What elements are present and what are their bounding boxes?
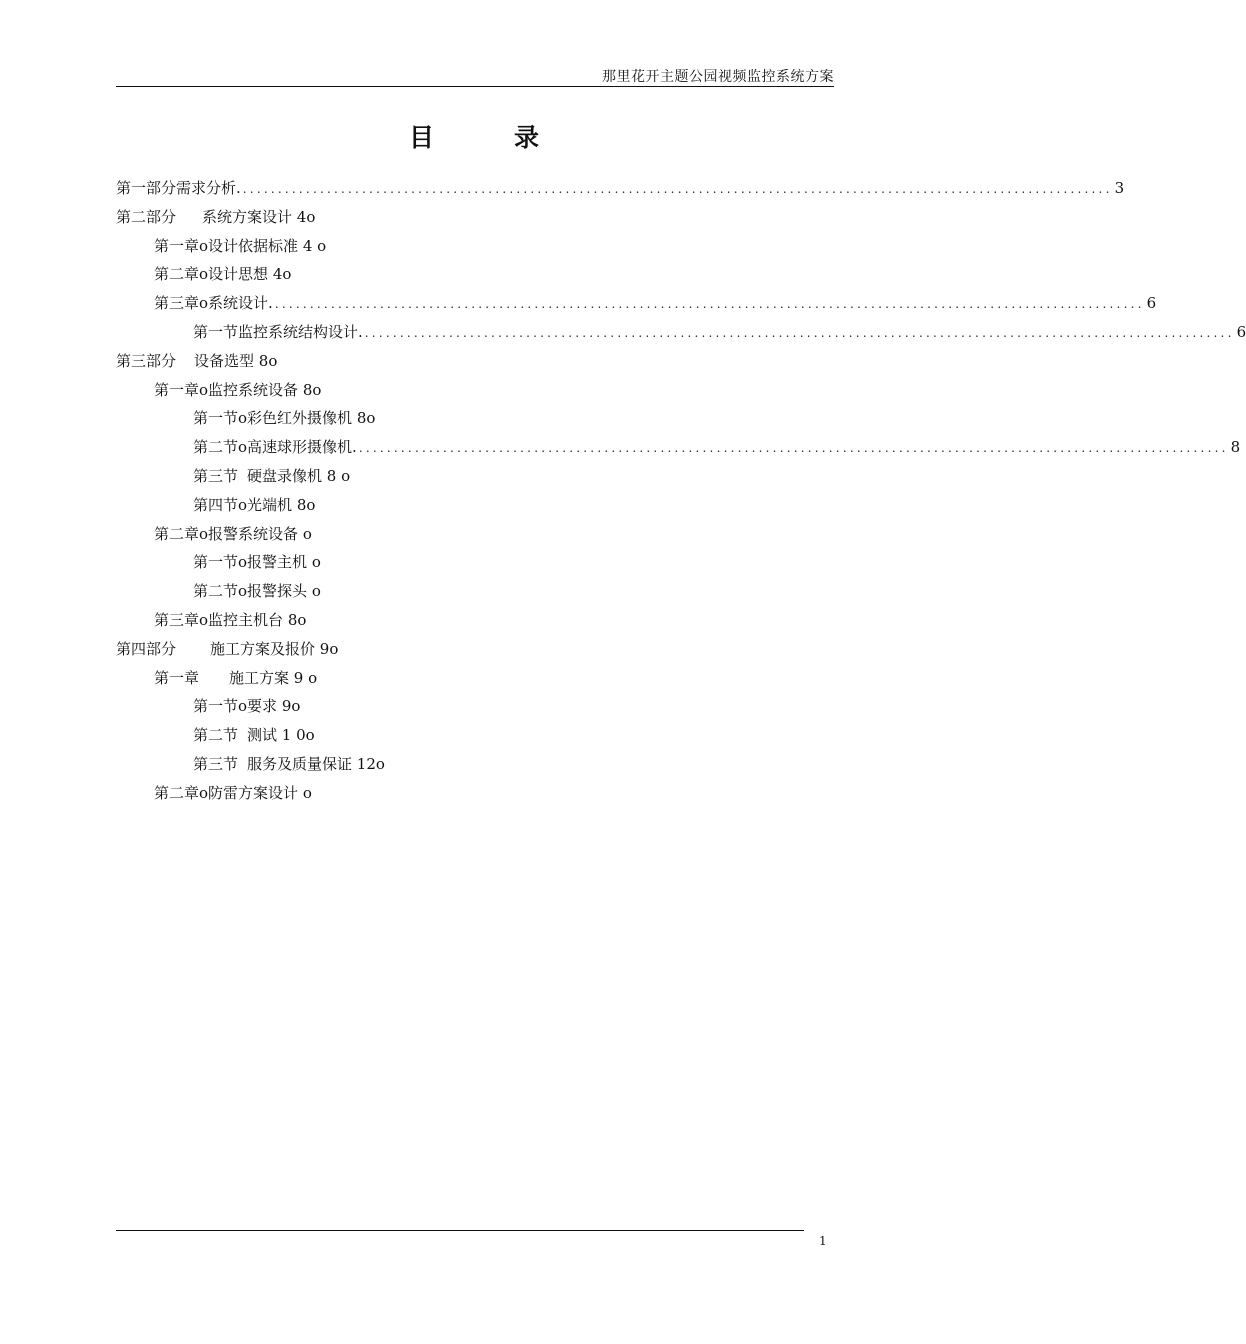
- toc-entry-text: o监控主机台 8o: [199, 610, 307, 629]
- toc-entry-text: o系统设计.: [199, 294, 273, 313]
- toc-entry-text: o高速球形摄像机.: [238, 438, 357, 457]
- toc-entry-chapter[interactable]: [116, 289, 1157, 318]
- toc-entry-label: 第一节: [193, 697, 239, 716]
- toc-entry-label: 第一章: [154, 236, 200, 255]
- toc-entry-chapter[interactable]: [116, 376, 834, 405]
- toc-entry-page: 6: [1236, 322, 1246, 341]
- toc-entry-text: o光端机 8o: [238, 495, 316, 514]
- toc-entry-text: o设计依据标准 4 o: [199, 236, 327, 255]
- toc-entry-section[interactable]: [116, 721, 834, 750]
- toc-entry-page: 6: [1146, 294, 1157, 313]
- toc-entry-label: 第三节: [193, 754, 239, 773]
- toc-entry-page: 3: [1114, 179, 1125, 197]
- toc-entry-chapter[interactable]: [116, 260, 834, 289]
- toc-entry-text: o报警主机 o: [238, 553, 321, 572]
- toc-entry-section[interactable]: [116, 577, 834, 606]
- toc-entry-label: 第二章: [154, 524, 200, 543]
- toc-title: [0, 118, 950, 154]
- toc-entry-label: 第三章: [154, 294, 200, 313]
- toc-entry-label: 第二部分: [116, 207, 177, 226]
- toc-dot-leader: ............................................................................................................................: [358, 441, 1229, 456]
- toc-entry-label: 第二节: [193, 582, 239, 601]
- toc-entry-text: 硬盘录像机 8 o: [247, 466, 351, 485]
- toc-entry-text: 系统方案设计 4o: [202, 207, 316, 226]
- toc-entry-text: 测试 1 0o: [247, 726, 315, 745]
- toc-entry-label: 第三部分: [116, 351, 177, 370]
- footer-rule: [116, 1230, 804, 1231]
- toc-entry-label: 第三节: [193, 466, 239, 485]
- toc-entry-section[interactable]: [116, 548, 834, 577]
- running-header-title: 那里花开主题公园视频监控系统方案: [602, 69, 834, 85]
- toc-entry-label: 第一章: [154, 668, 200, 687]
- toc-entry-section[interactable]: [116, 750, 834, 779]
- toc-entry-chapter[interactable]: [116, 606, 834, 635]
- toc-entry-text: o防雷方案设计 o: [199, 783, 312, 802]
- toc-dot-leader: ............................................................................................................................: [242, 182, 1113, 196]
- toc-entry-label: 第四部分: [116, 639, 177, 658]
- toc-entry-label: 第一节: [193, 553, 239, 572]
- toc-entry-section[interactable]: [116, 433, 1241, 462]
- toc-entry-chapter[interactable]: [116, 520, 834, 549]
- toc-entry-section[interactable]: [116, 692, 834, 721]
- toc-entry-text: o监控系统设备 8o: [199, 380, 322, 399]
- toc-entry-label: 第一节: [193, 409, 239, 428]
- toc-entry-part-1[interactable]: [116, 174, 1125, 203]
- toc-entry-label: 第三章: [154, 610, 200, 629]
- toc-entry-label: 第一章: [154, 380, 200, 399]
- toc-entry-label: 第二节: [193, 726, 239, 745]
- toc-entry-label: 第二章: [154, 265, 200, 284]
- toc-title-char-1: 目: [408, 123, 436, 152]
- toc-entry-page: 8: [1230, 438, 1241, 457]
- toc-entry-text: 设备选型 8o: [194, 351, 278, 370]
- table-of-contents: [116, 174, 1246, 808]
- toc-title-char-2: 录: [514, 123, 542, 152]
- toc-entry-text: o要求 9o: [238, 697, 301, 716]
- toc-dot-leader: ............................................................................................................................: [364, 325, 1235, 340]
- toc-entry-text: o设计思想 4o: [199, 265, 292, 284]
- toc-entry-text: o彩色红外摄像机 8o: [238, 409, 376, 428]
- header-rule: [116, 86, 834, 87]
- toc-entry-label: 第一部分: [116, 179, 177, 197]
- toc-entry-chapter[interactable]: [116, 664, 834, 693]
- page-number: 1: [819, 1234, 827, 1248]
- toc-entry-part-2[interactable]: [116, 203, 834, 232]
- toc-entry-label: 第二节: [193, 438, 239, 457]
- toc-entry-text: 监控系统结构设计.: [238, 322, 363, 341]
- toc-entry-text: 需求分析.: [176, 179, 241, 197]
- toc-entry-section[interactable]: [116, 404, 834, 433]
- toc-entry-section[interactable]: [116, 462, 834, 491]
- toc-entry-label: 第四节: [193, 495, 239, 514]
- toc-entry-text: 施工方案 9 o: [229, 668, 318, 687]
- toc-dot-leader: ............................................................................................................................: [274, 297, 1145, 312]
- toc-entry-label: 第一节: [193, 322, 239, 341]
- toc-entry-text: o报警探头 o: [238, 582, 321, 601]
- toc-entry-text: o报警系统设备 o: [199, 524, 312, 543]
- toc-entry-chapter[interactable]: [116, 779, 834, 808]
- toc-entry-part-4[interactable]: [116, 635, 834, 664]
- toc-entry-text: 服务及质量保证 12o: [247, 754, 385, 773]
- toc-entry-text: 施工方案及报价 9o: [210, 639, 339, 658]
- toc-entry-label: 第二章: [154, 783, 200, 802]
- toc-entry-section[interactable]: [116, 318, 1246, 347]
- toc-entry-part-3[interactable]: [116, 347, 834, 376]
- toc-entry-section[interactable]: [116, 491, 834, 520]
- toc-entry-chapter[interactable]: [116, 232, 834, 261]
